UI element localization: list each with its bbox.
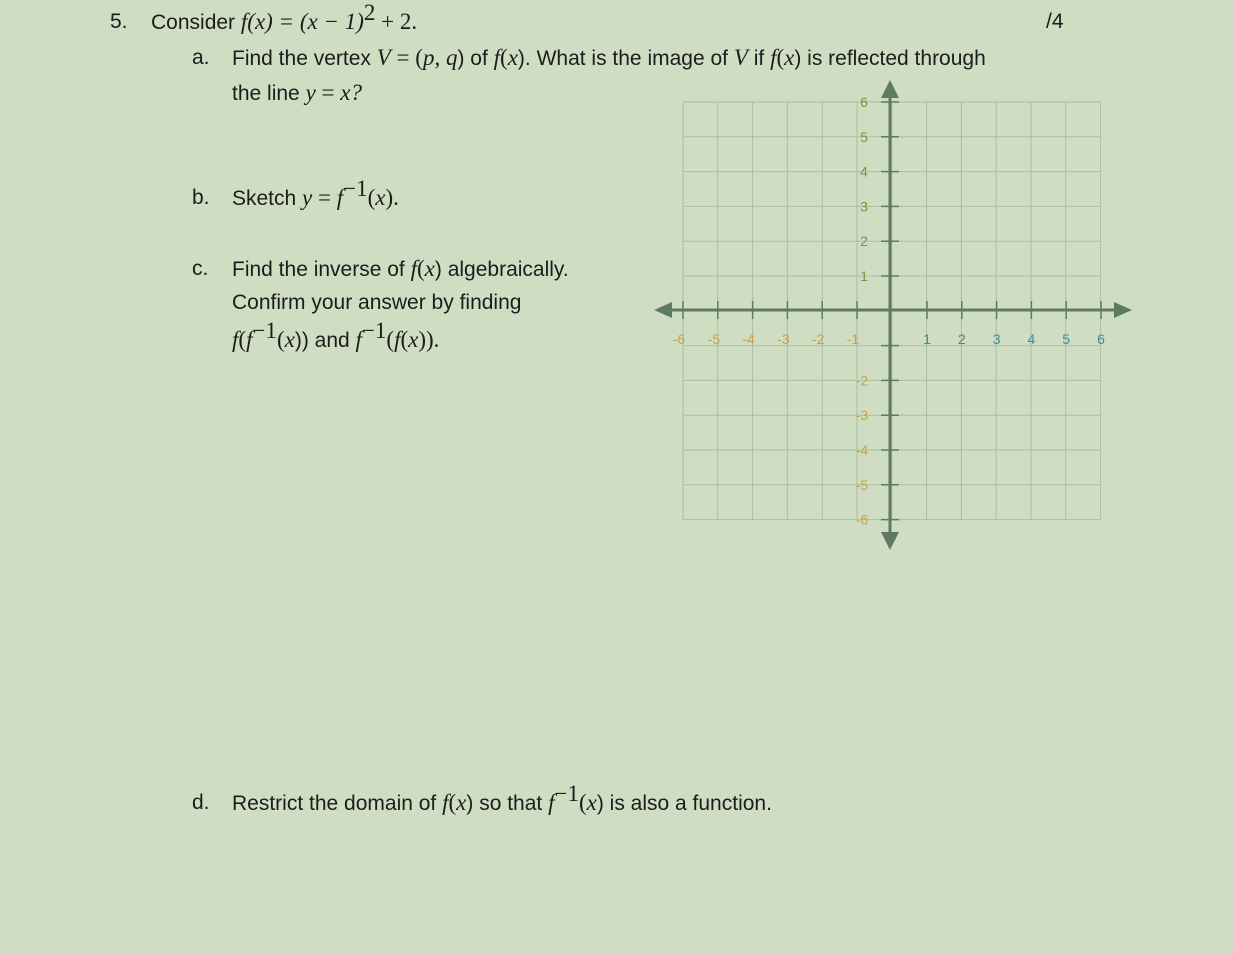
- x-tick-label: 6: [1097, 331, 1105, 347]
- part-a-math: x: [784, 45, 795, 70]
- part-d-math: (: [578, 790, 587, 815]
- part-d-label: d.: [192, 791, 210, 814]
- part-a-text: if: [747, 47, 771, 70]
- part-d-math: (: [448, 790, 457, 815]
- part-c-text: Find the inverse of: [232, 258, 411, 281]
- part-c-math: x: [284, 327, 295, 352]
- x-tick-label: 4: [1027, 331, 1036, 347]
- part-b-math: =: [312, 185, 337, 210]
- part-b-math: x: [375, 185, 386, 210]
- coordinate-grid: [650, 78, 1140, 558]
- part-c-math: )).: [418, 327, 440, 352]
- part-c-label: c.: [192, 257, 209, 280]
- part-b-math: ).: [385, 185, 399, 210]
- part-a-math: V: [733, 45, 748, 70]
- part-d-text: [232, 781, 772, 817]
- part-c-math: (: [400, 327, 409, 352]
- part-c-exponent: −1: [252, 318, 277, 343]
- part-a-line1: [232, 45, 986, 72]
- part-c-math: (: [276, 327, 285, 352]
- part-c-math: x: [408, 327, 419, 352]
- x-tick-label: 5: [1062, 331, 1071, 347]
- function-lhs: f(x) = (x − 1): [240, 9, 364, 34]
- y-tick-label: -6: [855, 511, 869, 528]
- part-c-math: (: [416, 256, 425, 281]
- part-d-text-span: Restrict the domain of: [232, 792, 443, 815]
- x-tick-label: -2: [811, 331, 825, 347]
- part-a-math: (: [776, 45, 785, 70]
- y-tick-label: -4: [855, 442, 869, 458]
- part-a-text: ) is reflected through: [794, 47, 986, 70]
- x-tick-label: -5: [707, 331, 721, 347]
- question-number: 5.: [110, 10, 128, 33]
- part-a-math: = (: [390, 45, 423, 70]
- part-b-text: [232, 176, 399, 212]
- part-b-label: b.: [192, 186, 210, 209]
- part-c-exponent: −1: [361, 318, 387, 343]
- x-tick-label: 2: [957, 331, 966, 347]
- x-axis-left-arrow: [654, 302, 672, 318]
- part-a-math: f: [493, 45, 501, 70]
- x-tick-label: -1: [846, 331, 860, 347]
- part-a-math: V: [376, 45, 391, 70]
- part-a-math: (: [500, 45, 508, 70]
- part-a-text: Find the vertex: [232, 47, 377, 70]
- part-c-math: x: [424, 256, 435, 281]
- part-c-text: ) algebraically.: [434, 258, 569, 281]
- y-tick-label: 2: [860, 233, 868, 250]
- axes: [654, 80, 1132, 550]
- y-axis-top-arrow: [881, 80, 899, 98]
- y-tick-label: -3: [855, 407, 869, 424]
- part-b-math: (: [367, 185, 376, 210]
- y-tick-label: 3: [860, 198, 868, 215]
- part-d-exponent: −1: [554, 781, 579, 806]
- x-axis-right-arrow: [1114, 302, 1132, 318]
- part-a-text: ). What is the image of: [517, 47, 734, 70]
- question-marks: /4: [1046, 10, 1064, 33]
- part-c-text: )) and: [294, 329, 356, 352]
- part-d-text-span: ) so that: [466, 792, 549, 815]
- part-b-math: f: [336, 185, 344, 210]
- part-a-text: the line: [232, 82, 306, 105]
- x-tick-label: 3: [992, 331, 1001, 347]
- y-axis-bottom-arrow: [881, 532, 899, 550]
- part-a-math: x: [507, 45, 518, 70]
- part-a-math: f: [770, 45, 777, 70]
- part-c-math: f: [394, 327, 401, 352]
- x-tick-label: -6: [672, 331, 686, 347]
- part-a-math: ,: [434, 45, 446, 70]
- y-tick-label: -5: [855, 476, 869, 493]
- part-a-math: =: [315, 80, 341, 105]
- question-intro: [151, 0, 418, 36]
- part-c-math: (: [238, 327, 247, 352]
- part-a-line2: [232, 80, 362, 107]
- function-rhs: + 2.: [375, 9, 418, 34]
- part-b-math: y: [302, 185, 313, 210]
- part-d-text-span: ) is also a function.: [596, 792, 772, 815]
- x-tick-label: -4: [742, 331, 755, 347]
- part-c-math: f: [355, 327, 362, 352]
- y-tick-label: -2: [855, 372, 869, 389]
- part-a-math: q: [445, 45, 458, 70]
- x-tick-label: -3: [777, 331, 790, 347]
- part-a-math: x: [340, 80, 351, 105]
- y-tick-label: 6: [860, 94, 868, 110]
- x-tick-label: 1: [923, 331, 931, 347]
- function-exponent: 2: [363, 0, 376, 25]
- part-c-math: (: [386, 327, 395, 352]
- part-a-math: ?: [350, 80, 362, 105]
- part-d-math: f: [548, 790, 555, 815]
- part-b-exponent: −1: [343, 176, 368, 201]
- part-a-text: ) of: [457, 47, 494, 70]
- part-c-line2: Confirm your answer by finding: [232, 291, 522, 314]
- part-a-math: y: [305, 80, 316, 105]
- part-d-math: f: [442, 790, 449, 815]
- part-a-label: a.: [192, 46, 210, 69]
- part-d-math: x: [456, 790, 467, 815]
- intro-text: Consider: [151, 11, 241, 34]
- part-c-line1: [232, 256, 569, 283]
- part-c-math: f: [232, 327, 239, 352]
- part-d-math: x: [586, 790, 597, 815]
- part-c-math: f: [246, 327, 253, 352]
- part-b-text-span: Sketch: [232, 187, 303, 210]
- part-a-math: p: [422, 45, 435, 70]
- y-tick-label: 1: [860, 268, 868, 284]
- y-tick-label: 4: [860, 163, 868, 180]
- y-tick-label: 5: [860, 128, 868, 145]
- part-c-line3: [232, 318, 440, 354]
- part-c-math: f: [410, 256, 417, 281]
